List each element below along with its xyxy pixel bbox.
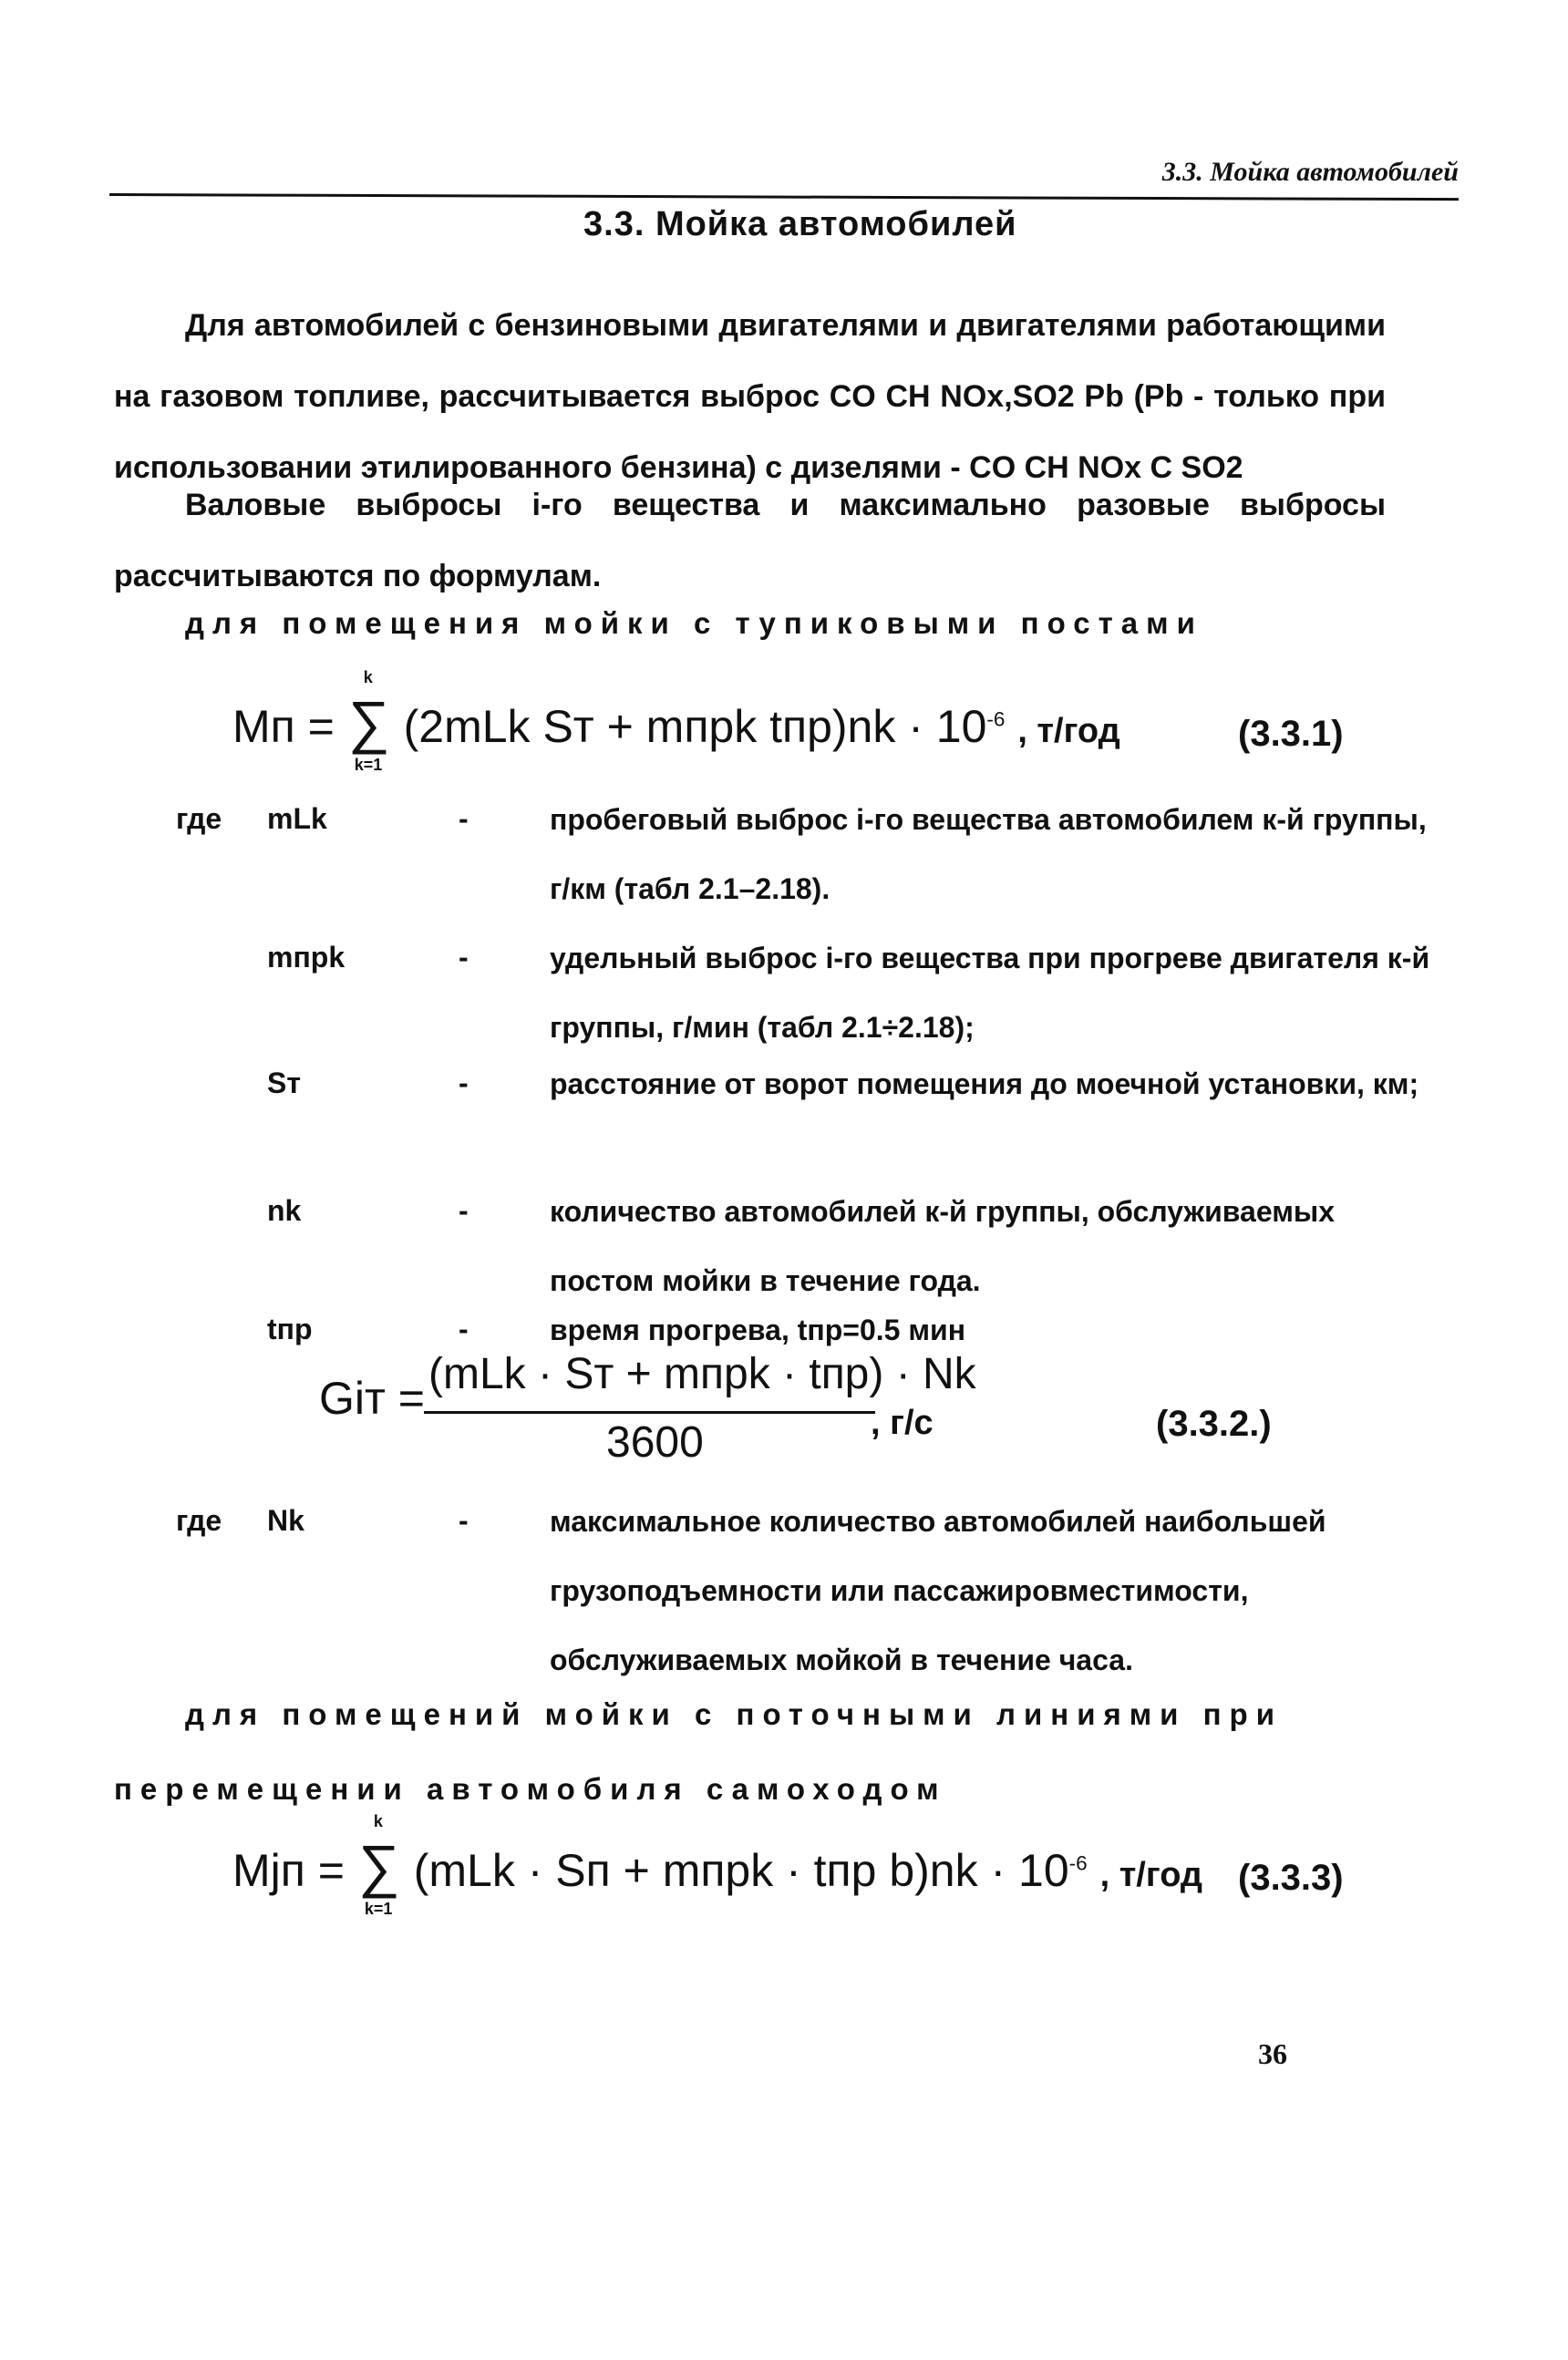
definition-text: максимальное количество автомобилей наибольшей грузоподъемности или пассажировместимости, обслуживаемых мойкой в течение часа.	[550, 1505, 1326, 1676]
formula3-lhs: Mjп	[232, 1845, 305, 1896]
definition-symbol: tпр	[267, 1313, 313, 1345]
method-paragraph: Валовые выбросы i-го вещества и максимально разовые выбросы рассчитываются по формулам.	[114, 488, 1386, 593]
formula3-exponent: -6	[1068, 1851, 1088, 1875]
formula-3-3-3: Mjп = k ∑ k=1 (mLk · Sп + mпрk · tпр $b)nk \cdot 10^{-6}$ , т/год	[232, 1812, 1203, 1918]
definition-dash: -	[459, 802, 469, 835]
formula2-unit: , г/с	[871, 1404, 934, 1442]
definition-symbol: mпрk	[267, 941, 346, 974]
definition-dash: -	[459, 1313, 469, 1345]
sigma-icon: ∑	[347, 689, 390, 755]
formula2-numerator: (mLk · Sт + mпрk · tпр) · Nk	[428, 1350, 976, 1398]
formula3-sum-bottom: k=1	[364, 1900, 393, 1918]
equation-number-2: (3.3.2.)	[1156, 1404, 1272, 1444]
equation-number-1: (3.3.1)	[1238, 714, 1344, 754]
formula1-sum-top: k	[363, 668, 373, 686]
formula-3-3-2	[319, 1372, 425, 1425]
intro-paragraph: Для автомобилей с бензиновыми двигателями и двигателями работающими на газовом топливе, рассчитывается выброс CO CH NOx,SO2 Pb (Pb - только при использовании этилированного бензина) с дизелями - CO CH NOx C SO2	[114, 308, 1386, 485]
sigma-icon: ∑	[358, 1833, 400, 1899]
fraction-bar	[424, 1411, 875, 1414]
definition-symbol: nk	[267, 1194, 302, 1227]
formula1-body: (2mLk Sт + mпрk tпр)nk · 10	[403, 701, 987, 752]
equation-number-3: (3.3.3)	[1238, 1858, 1344, 1898]
definition-dash: -	[459, 1067, 469, 1099]
formula-3-3-1: Mп = k ∑ k=1 (2mLk Sт + mпрk $tпр)nk \cdot 10^{-6}$ , т/год	[232, 668, 1120, 774]
formula1-lhs: Mп	[232, 701, 295, 752]
formula1-exponent: -6	[986, 707, 1006, 731]
definition-text: расстояние от ворот помещения до моечной установки, км;	[550, 1067, 1419, 1100]
definition-text: время прогрева, tпр=0.5 мин	[550, 1314, 966, 1346]
formula1-unit: , т/год	[1017, 712, 1120, 750]
header-rule	[109, 193, 1459, 201]
formula3-unit: , т/год	[1099, 1856, 1203, 1894]
definition-dash: -	[459, 1194, 469, 1227]
section-title: 3.3. Мойка автомобилей	[583, 205, 1017, 243]
definition-text: удельный выброс i-го вещества при прогреве двигателя к-й группы, г/мин (табл 2.1÷2.18);	[550, 942, 1430, 1044]
where-label: где	[176, 1504, 222, 1537]
case2-heading: для помещений мойки с поточными линиями при перемещении автомобиля самоходом	[114, 1697, 1283, 1806]
formula3-sum-top: k	[373, 1812, 383, 1830]
formula2-lhs: Giт =	[319, 1373, 425, 1424]
definition-symbol: mLk	[267, 802, 327, 835]
page-number: 36	[1258, 2037, 1287, 2070]
definitions-block-1	[176, 798, 1452, 1345]
definition-text: пробеговый выброс i-го вещества автомобилем к-й группы, г/км (табл 2.1–2.18).	[550, 803, 1427, 905]
formula2-denominator: 3600	[606, 1418, 704, 1467]
definition-text: количество автомобилей к-й группы, обслуживаемых постом мойки в течение года.	[550, 1195, 1335, 1297]
running-header: 3.3. Мойка автомобилей	[1161, 157, 1459, 187]
definition-dash: -	[459, 1504, 469, 1537]
definition-dash: -	[459, 941, 469, 974]
where-label: где	[176, 802, 222, 835]
definition-symbol: Sт	[267, 1067, 302, 1099]
case1-heading: для помещения мойки с тупиковыми постами	[185, 606, 1203, 640]
definition-symbol: Nk	[267, 1504, 304, 1537]
formula1-sum-bottom: k=1	[354, 756, 383, 774]
formula3-body: (mLk · Sп + mпрk · tпр b)nk · 10	[413, 1845, 1069, 1896]
